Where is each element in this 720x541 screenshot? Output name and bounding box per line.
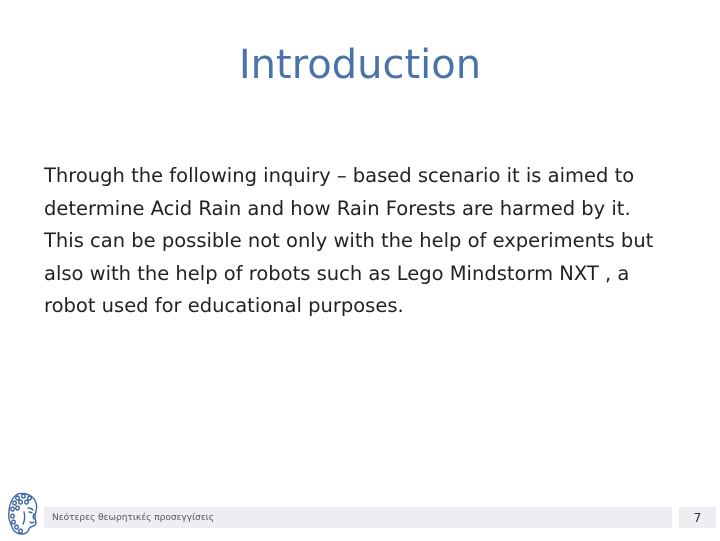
- body-line: determine Acid Rain and how Rain Forests are harmed by it.: [44, 196, 631, 220]
- body-line: This can be possible not only with the help of experiments but: [44, 229, 654, 252]
- body-paragraph: [44, 160, 674, 323]
- page-number: 7: [679, 507, 716, 528]
- body-line: also with the help of robots such as Lego Mindstorm NXT , a: [44, 261, 630, 285]
- body-line: robot used for educational purposes.: [44, 294, 404, 317]
- page-title: Introduction: [238, 42, 482, 88]
- body-line: Through the following inquiry – based scenario it is aimed to: [44, 164, 635, 187]
- footer-bar: [44, 507, 672, 528]
- greek-head-logo-icon: [4, 490, 42, 536]
- footer-text: Νεότερες θεωρητικές προσεγγίσεις: [52, 512, 215, 523]
